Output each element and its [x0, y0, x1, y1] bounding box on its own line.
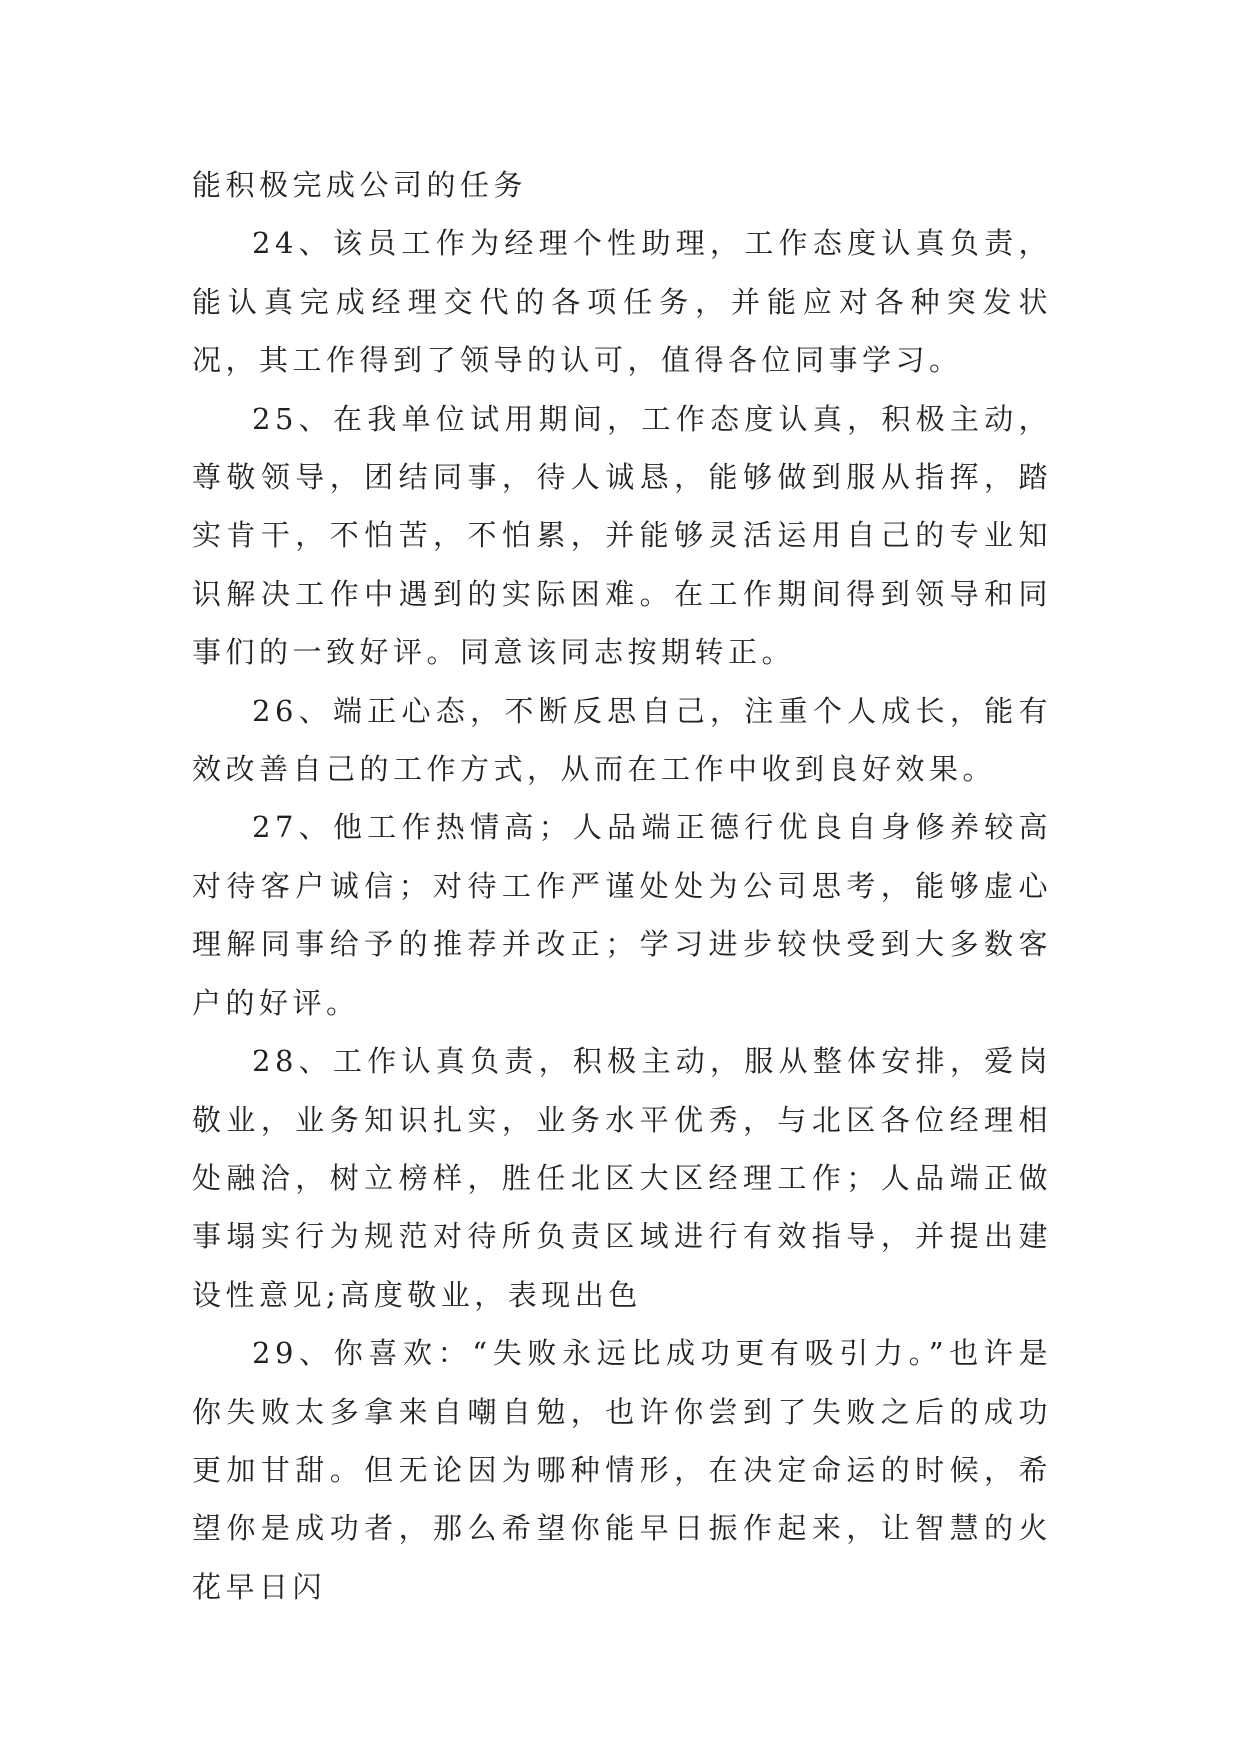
paragraph-24: 24、该员工作为经理个性助理，工作态度认真负责，能认真完成经理交代的各项任务，并能应对各种突发状况，其工作得到了领导的认可，值得各位同事学习。 [192, 226, 1052, 378]
paragraph-29: 29、你喜欢：“失败永远比成功更有吸引力。”也许是你失败太多拿来自嘲自勉，也许你尝到了失败之后的成功更加甘甜。但无论因为哪种情形，在决定命运的时候，希望你是成功者，那么希望你能早日振作起来，让智慧的火花早日闪 [192, 1336, 1052, 1604]
document-body [192, 156, 1052, 1616]
paragraph-27: 27、他工作热情高；人品端正德行优良自身修养较高对待客户诚信；对待工作严谨处处为公司思考，能够虚心理解同事给予的推荐并改正；学习进步较快受到大多数客户的好评。 [192, 810, 1052, 1020]
paragraph-28: 28、工作认真负责，积极主动，服从整体安排，爱岗敬业，业务知识扎实，业务水平优秀，与北区各位经理相处融洽，树立榜样，胜任北区大区经理工作；人品端正做事塌实行为规范对待所负责区域进行有效指导，并提出建设性意见;高度敬业，表现出色 [192, 1044, 1052, 1312]
paragraph-25: 25、在我单位试用期间，工作态度认真，积极主动，尊敬领导，团结同事，待人诚恳，能够做到服从指挥，踏实肯干，不怕苦，不怕累，并能够灵活运用自己的专业知识解决工作中遇到的实际困难。在工作期间得到领导和同事们的一致好评。同意该同志按期转正。 [192, 401, 1052, 670]
paragraph-26: 26、端正心态，不断反思自己，注重个人成长，能有效改善自己的工作方式，从而在工作中收到良好效果。 [192, 693, 1052, 787]
paragraph-23-continuation: 能积极完成公司的任务 [192, 168, 528, 202]
